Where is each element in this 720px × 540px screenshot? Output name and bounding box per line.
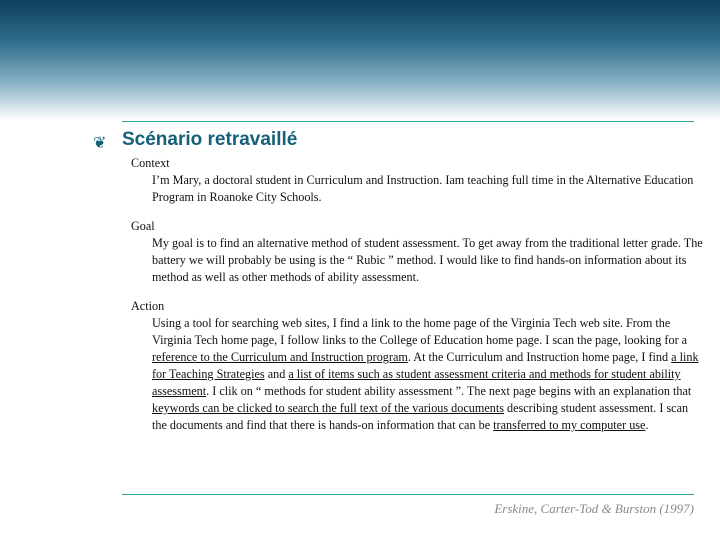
context-text: I’m Mary, a doctoral student in Curriculum and Instruction. Iam teaching full time in the Alternative Education Program in Roanoke City Schools. (152, 173, 694, 204)
header-gradient-band (0, 0, 720, 120)
goal-heading: Goal (131, 219, 155, 233)
action-text-part: . At the Curriculum and Instruction home page, I find (407, 350, 672, 364)
goal-section (131, 218, 703, 286)
action-text-part: and (264, 367, 289, 381)
action-text-part: . (645, 418, 649, 432)
teaching-strategies-link[interactable]: a link for Teaching Strategies (152, 350, 699, 381)
action-text-part: . I clik on “ methods for student ability assessment ”. The next page begins with an explanation that (206, 384, 692, 398)
transfer-link[interactable]: transferred to my computer use (493, 418, 646, 432)
goal-text: My goal is to find an alternative method of student assessment. To get away from the traditional letter grade. The battery we will probably be using is the “ Rubic ” method. I would like to find hands-on information about its method as well as other methods of ability assessment. (152, 236, 703, 284)
slide-title: Scénario retravaillé (122, 129, 298, 150)
context-heading: Context (131, 156, 170, 170)
context-section (131, 155, 703, 206)
action-text (131, 315, 703, 434)
source-credit: Erskine, Carter-Tod & Burston (1997) (494, 501, 694, 516)
keywords-search-link[interactable]: keywords can be clicked to search the full text of the various documents (152, 401, 504, 415)
footer-divider-line (122, 494, 694, 495)
action-text-part: Using a tool for searching web sites, I find a link to the home page of the Virginia Tech web site. From the Virginia Tech home page, I follow links to the College of Education home page. I scan the page, looking for a (152, 316, 688, 347)
action-section (131, 298, 703, 434)
assessment-items-link[interactable]: a list of items such as student assessment criteria and methods for student ability assessment (152, 367, 681, 398)
title-divider-line (122, 121, 694, 122)
curriculum-program-link[interactable]: reference to the Curriculum and Instruction program (152, 350, 408, 364)
action-heading: Action (131, 299, 165, 313)
scenario-body (131, 155, 703, 446)
tulip-bullet-icon: ❦ (93, 133, 107, 152)
action-text-part: describing student assessment. I scan the documents and find that there is hands-on information that can be (152, 401, 689, 432)
